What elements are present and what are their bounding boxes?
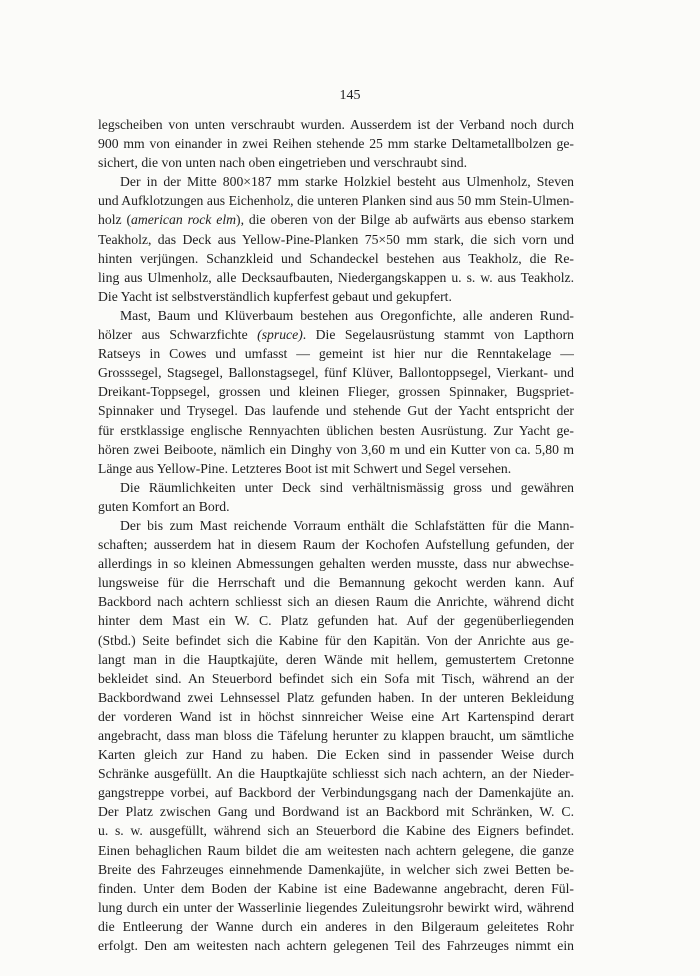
italic-term: american rock elm [131, 212, 237, 228]
text-line: ling aus Ulmenholz, alle Decksaufbauten, Niedergangskappen u. s. w. aus Teakholz. [98, 269, 574, 285]
text-line: gangstreppe vorbei, auf Backbord der Verbindungsgang nach der Damenkajüte an. [98, 785, 574, 801]
text-line: langt man in die Hauptkajüte, deren Wände mit hellem, gemustertem Cretonne [98, 651, 574, 667]
text-line: Ratseys in Cowes und umfasst — gemeint ist hier nur die Renntakelage — [98, 346, 574, 362]
text-line: hören zwei Beiboote, nämlich ein Dinghy von 3,60 m und ein Kutter von ca. 5,80 m [98, 441, 574, 457]
text-line: Der Platz zwischen Gang und Bordwand ist an Backbord mit Schränken, W. C. [98, 804, 574, 820]
text-line: Einen behaglichen Raum bildet die am weitesten nach achtern gelegene, die ganze [98, 842, 574, 858]
text-line: finden. Unter dem Boden der Kabine ist eine Badewanne angebracht, deren Fül- [98, 880, 574, 896]
text-line: Breite des Fahrzeuges einnehmende Damenkajüte, in welcher sich zwei Betten be- [98, 861, 574, 877]
text-line: Mast, Baum und Klüverbaum bestehen aus Oregonfichte, alle anderen Rund- [120, 307, 574, 323]
text-line [98, 210, 574, 229]
text-line: Länge aus Yellow-Pine. Letzteres Boot ist mit Schwert und Segel versehen. [98, 460, 512, 476]
text-line: schaften; ausserdem hat in diesem Raum der Kochofen Aufstellung gefunden, der [98, 537, 574, 553]
text-line: 900 mm von einander in zwei Reihen stehende 25 mm starke Deltametallbolzen ge- [98, 136, 574, 152]
text-line: Grosssegel, Stagsegel, Ballonstagsegel, fünf Klüver, Ballontoppsegel, Vierkant- und [98, 365, 574, 381]
text-segment: holz ( [98, 212, 131, 228]
text-line: bekleidet sind. An Steuerbord befindet sich ein Sofa mit Tisch, während an der [98, 670, 574, 686]
text-segment: . Die Segelausrüstung stammt von Lapthorn [302, 327, 574, 343]
text-line: für erstklassige englische Rennyachten üblichen besten Ausrüstung. Zur Yacht ge- [98, 422, 574, 438]
text-line: Backbordwand zwei Lehnsessel Platz gefunden haben. In der unteren Bekleidung [98, 689, 574, 705]
text-line: lungsweise für die Herrschaft und die Bemannung gekocht werden kann. Auf [98, 575, 574, 591]
text-line: Der bis zum Mast reichende Vorraum enthält die Schlafstätten für die Mann- [120, 517, 574, 533]
text-line: Schränke ausgefüllt. An die Hauptkajüte schliesst sich nach achtern, an der Nieder- [98, 766, 574, 782]
text-line: guten Komfort an Bord. [98, 498, 230, 514]
text-line: angebracht, dass man bloss die Täfelung herunter zu klappen braucht, um sämtliche [98, 728, 574, 743]
page-number: 145 [339, 88, 361, 103]
text-line: allerdings in so kleinen Abmessungen gehalten werden musste, dass nur abwechse- [98, 556, 574, 572]
text-line: Dreikant-Toppsegel, grossen und kleinen Flieger, grossen Spinnaker, Bugspriet- [98, 384, 574, 400]
text-line: Spinnaker und Trysegel. Das laufende und stehende Gut der Yacht entspricht der [98, 403, 574, 419]
text-line: die Entleerung der Wanne durch ein anderes in den Bilgeraum geleitetes Rohr [98, 918, 574, 934]
text-line: Die Yacht ist selbstverständlich kupferfest gebaut und gekupfert. [98, 288, 452, 304]
text-line: Die Räumlichkeiten unter Deck sind verhältnismässig gross und gewähren [120, 479, 574, 495]
text-line: Teakholz, das Deck aus Yellow-Pine-Planken 75×50 mm stark, die sich vorn und [98, 231, 574, 247]
text-line: lung durch ein unter der Wasserlinie liegendes Zuleitungsrohr bewirkt wird, während [98, 899, 574, 915]
text-line: Der in der Mitte 800×187 mm starke Holzkiel besteht aus Ulmenholz, Steven [120, 174, 574, 190]
text-line: sichert, die von unten nach oben eingetrieben und verschraubt sind. [98, 155, 468, 171]
text-segment: ), die oberen von der Bilge ab aufwärts aus ebenso starkem [236, 212, 574, 228]
text-line: (Stbd.) Seite befindet sich die Kabine für den Kapitän. Von der Anrichte aus ge- [98, 632, 574, 648]
text-line: und Aufklotzungen aus Eichenholz, die unteren Planken sind aus 50 mm Stein-Ulmen- [98, 193, 574, 209]
text-line: u. s. w. ausgefüllt, während sich an Steuerbord die Kabine des Eigners befindet. [98, 823, 574, 839]
text-line: Backbord nach achtern schliesst sich an diesen Raum die Anrichte, während dicht [98, 594, 574, 610]
text-line: Karten gleich zur Hand zu haben. Die Ecken sind in passender Weise durch [98, 747, 574, 763]
body-text [98, 115, 574, 955]
italic-term: (spruce) [257, 327, 303, 343]
text-line: legscheiben von unten verschraubt wurden. Ausserdem ist der Verband noch durch [98, 117, 574, 132]
text-segment: hölzer aus Schwarzfichte [98, 327, 258, 343]
text-line [98, 325, 574, 344]
text-line: der vorderen Wand ist in höchst sinnreicher Weise eine Art Kartenspind derart [98, 708, 574, 724]
text-line: erfolgt. Den am weitesten nach achtern gelegenen Teil des Fahrzeuges nimmt ein [98, 938, 574, 954]
text-line: hinter dem Mast ein W. C. Platz gefunden hat. Auf der gegenüberliegenden [98, 613, 574, 629]
text-line: hinten verjüngen. Schanzkleid und Schandeckel bestehen aus Teakholz, die Re- [98, 250, 574, 266]
